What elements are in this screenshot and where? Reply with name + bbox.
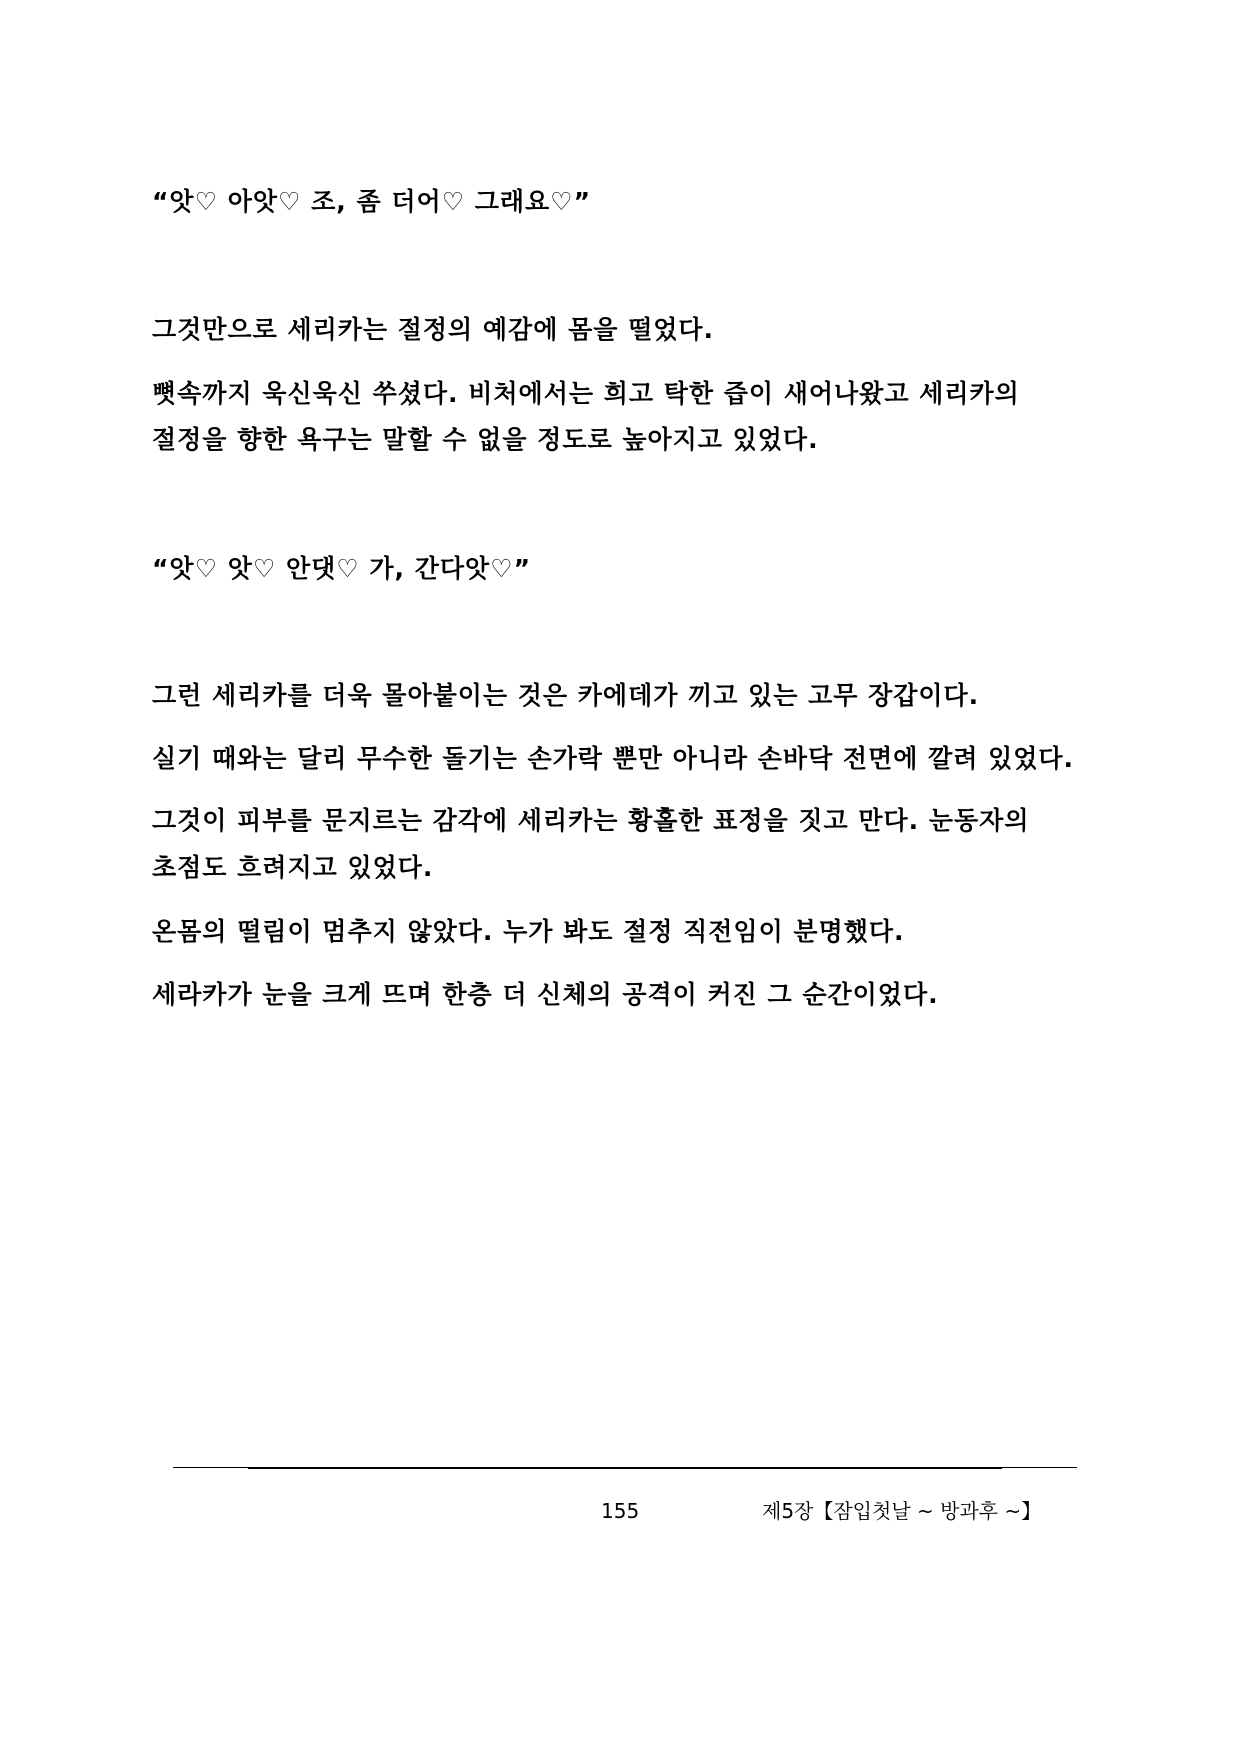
page-number: 155 <box>601 1499 640 1523</box>
paragraph-line: 그것이 피부를 문지르는 감각에 세리카는 황홀한 표정을 짓고 만다. 눈동자의 <box>152 806 1030 835</box>
dialogue-line: “앗♡ 앗♡ 안댓♡ 가, 간다앗♡” <box>152 554 532 583</box>
paragraph-line: 초점도 흐려지고 있었다. <box>152 853 434 882</box>
footer-divider-accent <box>248 1467 1002 1469</box>
chapter-title: 제5장【잠입첫날 ~ 방과후 ~】 <box>762 1499 1042 1523</box>
paragraph-line: 세라카가 눈을 크게 뜨며 한층 더 신체의 공격이 커진 그 순간이었다. <box>152 980 939 1009</box>
paragraph-line: 실기 때와는 달리 무수한 돌기는 손가락 뿐만 아니라 손바닥 전면에 깔려 있었다. <box>152 744 1075 773</box>
paragraph-line: 그것만으로 세리카는 절정의 예감에 몸을 떨었다. <box>152 315 715 344</box>
paragraph-line: 뼛속까지 욱신욱신 쑤셨다. 비처에서는 희고 탁한 즙이 새어나왔고 세리카의 <box>152 379 1020 408</box>
paragraph-line: 온몸의 떨림이 멈추지 않았다. 누가 봐도 절정 직전임이 분명했다. <box>152 917 905 946</box>
paragraph-line: 그런 세리카를 더욱 몰아붙이는 것은 카에데가 끼고 있는 고무 장갑이다. <box>152 681 980 710</box>
dialogue-line: “앗♡ 아앗♡ 조, 좀 더어♡ 그래요♡” <box>152 187 592 216</box>
paragraph-line: 절정을 향한 욕구는 말할 수 없을 정도로 높아지고 있었다. <box>152 425 819 454</box>
